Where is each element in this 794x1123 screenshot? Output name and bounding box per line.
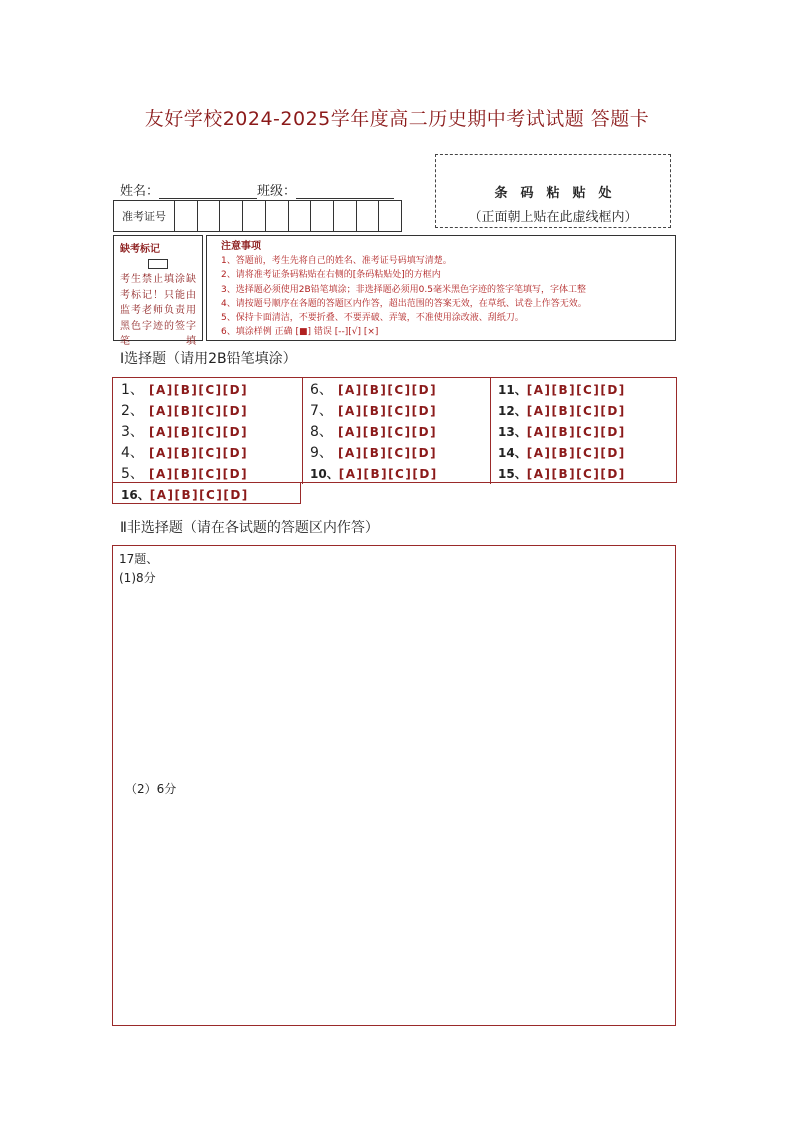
note-item: 6、填涂样例 正确 [■] 错误 [--][√] [×] [221, 327, 379, 338]
choice-grid [112, 377, 677, 483]
exam-id-cell[interactable] [175, 201, 198, 231]
exam-id-cell[interactable] [289, 201, 312, 231]
part1-label: (1)8分 [119, 571, 156, 585]
question-17-label: 17题、 [119, 552, 159, 566]
question-row[interactable]: 9、 [A][B][C][D] [310, 445, 438, 461]
barcode-area [435, 154, 671, 228]
absent-instructions: 考生禁止填涂缺考标记！只能由监考老师负责用黑色字迹的签字笔填 [120, 274, 196, 347]
exam-id-label: 准考证号 [114, 201, 175, 231]
class-label: 班级： [257, 184, 297, 199]
exam-id-cell[interactable] [198, 201, 221, 231]
question-row[interactable]: 15、[A][B][C][D] [498, 467, 626, 481]
note-item: 3、选择题必须使用2B铅笔填涂；非选择题必须用0.5毫米黑色字迹的签字笔填写，字体工整 [221, 284, 586, 295]
question-row[interactable]: 8、 [A][B][C][D] [310, 424, 438, 440]
barcode-hint: （正面朝上贴在此虚线框内） [468, 210, 638, 225]
question-row[interactable]: 12、[A][B][C][D] [498, 404, 626, 418]
absent-heading: 缺考标记 [120, 244, 160, 255]
note-item: 5、保持卡面清洁，不要折叠、不要弄破、弄皱，不准使用涂改液、刮纸刀。 [221, 313, 524, 324]
student-info-row [120, 180, 394, 199]
question-row[interactable]: 11、[A][B][C][D] [498, 383, 626, 397]
exam-id-cell[interactable] [311, 201, 334, 231]
question-row[interactable]: 16、[A][B][C][D] [112, 483, 301, 504]
note-item: 4、请按题号顺序在各题的答题区内作答，超出范围的答案无效，在草纸、试卷上作答无效。 [221, 298, 587, 309]
section1-title: Ⅰ选择题（请用2B铅笔填涂） [120, 351, 297, 367]
exam-id-cell[interactable] [243, 201, 266, 231]
absent-mark-box [113, 235, 203, 347]
exam-id-cell[interactable] [266, 201, 289, 231]
exam-id-box [113, 200, 402, 232]
note-item: 2、请将准考证条码粘贴在右侧的[条码粘贴处]的方框内 [221, 270, 441, 281]
question-row[interactable]: 3、 [A][B][C][D] [121, 424, 249, 440]
barcode-label: 条码粘贴处 [494, 186, 625, 201]
exam-id-cell[interactable] [379, 201, 401, 231]
name-label: 姓名： [120, 184, 160, 199]
section2-title: Ⅱ非选择题（请在各试题的答题区内作答） [120, 520, 379, 536]
question-row[interactable]: 4、 [A][B][C][D] [121, 445, 249, 461]
part2-label: （2）6分 [125, 782, 177, 796]
question-row[interactable]: 2、 [A][B][C][D] [121, 403, 249, 419]
question-row[interactable]: 5、 [A][B][C][D] [121, 466, 249, 482]
question-row[interactable]: 14、[A][B][C][D] [498, 446, 626, 460]
question-row[interactable]: 6、 [A][B][C][D] [310, 382, 438, 398]
question-row[interactable]: 7、 [A][B][C][D] [310, 403, 438, 419]
exam-id-cell[interactable] [334, 201, 357, 231]
question-row[interactable]: 10、[A][B][C][D] [310, 467, 438, 481]
question-row[interactable]: 13、[A][B][C][D] [498, 425, 626, 439]
class-field[interactable] [296, 185, 394, 199]
notes-heading: 注意事项 [221, 241, 261, 252]
absent-mark-checkbox[interactable] [148, 259, 168, 269]
page-title: 友好学校2024-2025学年度高二历史期中考试试题 答题卡 [144, 108, 650, 130]
name-field[interactable] [159, 185, 257, 199]
question-row[interactable]: 1、 [A][B][C][D] [121, 382, 249, 398]
exam-id-cell[interactable] [220, 201, 243, 231]
note-item: 1、答题前，考生先将自己的姓名、准考证号码填写清楚。 [221, 256, 452, 267]
exam-id-cell[interactable] [357, 201, 380, 231]
notes-box [206, 235, 676, 341]
answer-area[interactable] [112, 545, 676, 1026]
